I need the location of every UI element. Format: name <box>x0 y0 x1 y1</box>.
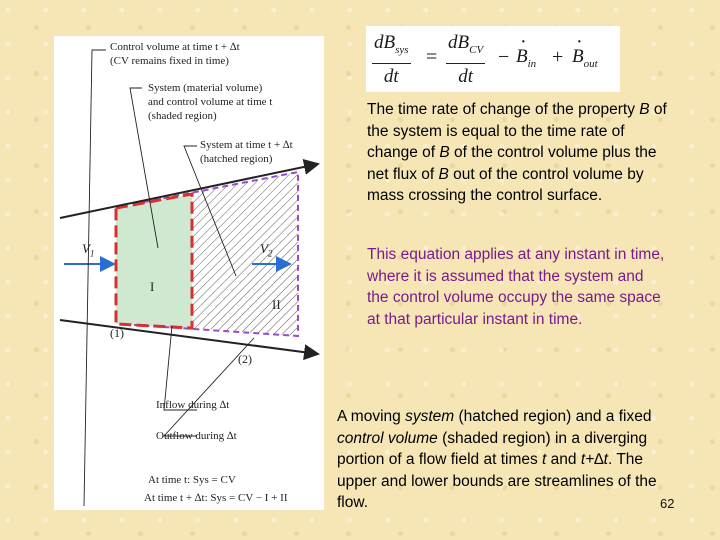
p3-control-volume-term: control volume <box>337 429 438 447</box>
p3-system-term: system <box>405 408 455 425</box>
cv-label <box>110 40 240 68</box>
p1-symbol-b3: B <box>438 165 449 183</box>
plus-sign: + <box>552 46 564 68</box>
p1-text-a: The time rate of change of the property <box>367 101 640 118</box>
v1-subscript: 1 <box>89 248 95 259</box>
rhs-denominator: dt <box>458 65 473 87</box>
b-in-sub: in <box>527 57 537 70</box>
section-2-label: (2) <box>238 352 252 366</box>
reynolds-transport-equation <box>366 26 620 92</box>
explanation-paragraph <box>367 99 667 207</box>
instant-assumption-paragraph: This equation applies at any instant in time, where it is assumed that the system and the control volume occupy the same space at that particular instant in time. <box>367 246 665 328</box>
p3-text-c: (shaded region) in a diverging portion of a flow field at times <box>337 429 648 469</box>
p3-text-e: . The upper and lower bounds are streamlines of the flow. <box>337 451 657 512</box>
p1-text-c: of the control volume plus the net flux of <box>367 144 657 183</box>
equation-at-t-label: At time t: Sys = CV <box>148 474 236 486</box>
system-label-line2: and control volume at time t <box>148 96 273 108</box>
inflow-label: Inflow during ∆t <box>156 399 230 411</box>
v2-symbol: V <box>260 241 268 256</box>
p3-delta-t: ∆t <box>594 451 608 469</box>
system-label-line3: (shaded region) <box>148 110 217 122</box>
section-1-label: (1) <box>110 326 124 340</box>
p3-text-a: A moving <box>337 408 406 425</box>
b-in-symbol: · B <box>516 46 528 68</box>
p3-text-b: (hatched region) and a fixed <box>454 408 652 425</box>
p1-symbol-b2: B <box>439 144 450 162</box>
p3-text-d: and <box>546 451 581 469</box>
minus-sign: − <box>498 46 510 68</box>
equals-sign: = <box>426 46 438 68</box>
system-dt-label-line1: System at time t + ∆t <box>200 139 293 151</box>
b-in-term <box>516 46 536 70</box>
equation-at-t-dt-label: At time t + ∆t: Sys = CV − I + II <box>144 492 288 504</box>
p3-time-t: t <box>542 451 547 469</box>
shaded-control-volume <box>116 194 192 328</box>
rhs-numerator-sub: CV <box>469 43 484 56</box>
p1-symbol-b1: B <box>639 101 650 118</box>
system-dt-label <box>200 138 293 166</box>
system-dt-label-line2: (hatched region) <box>200 153 273 165</box>
rhs-fraction <box>446 30 485 90</box>
region-2-label: II <box>272 297 281 312</box>
page-number: 62 <box>660 496 675 511</box>
system-label-line1: System (material volume) <box>148 82 263 94</box>
p1-text-b: of the system is equal to the time rate of change of <box>367 101 667 162</box>
system-label <box>148 81 272 123</box>
hatched-system-region <box>192 172 298 336</box>
v2-subscript: 2 <box>267 248 273 259</box>
v1-label <box>82 242 94 261</box>
b-out-term <box>572 46 598 70</box>
figure-caption-paragraph <box>337 406 657 514</box>
lhs-numerator-sub: sys <box>395 43 409 56</box>
outflow-label: Outflow during ∆t <box>156 430 237 442</box>
lhs-denominator: dt <box>383 65 399 87</box>
lhs-numerator <box>372 30 411 64</box>
b-out-symbol: · B <box>572 46 584 68</box>
cv-label-line2: (CV remains fixed in time) <box>110 55 229 67</box>
region-1-label: I <box>150 279 155 294</box>
v1-symbol: V <box>82 241 90 256</box>
flow-field-figure <box>54 36 324 510</box>
lhs-fraction <box>372 30 411 90</box>
cv-label-line1: Control volume at time t + ∆t <box>110 41 240 53</box>
lhs-numerator-text: dB <box>374 32 396 53</box>
rhs-numerator-text: dB <box>448 32 470 53</box>
rhs-numerator <box>446 30 485 64</box>
p3-time-t-plus: t+ <box>580 451 595 469</box>
p1-text-d: out of the control volume by mass crossing the control surface. <box>367 165 644 205</box>
v2-label <box>260 242 272 261</box>
b-out-sub: out <box>583 57 598 70</box>
